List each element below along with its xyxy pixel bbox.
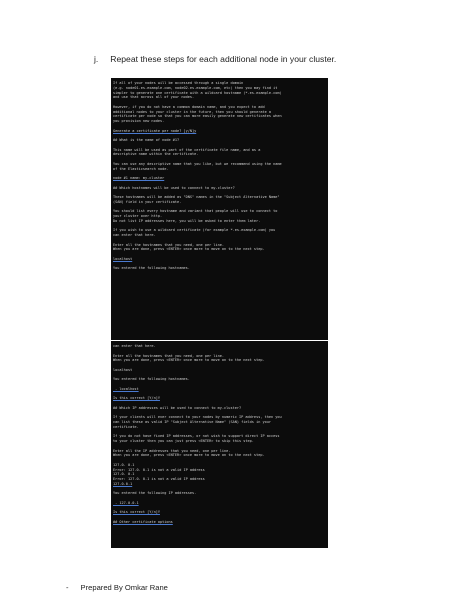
step-marker: j.	[94, 54, 99, 64]
footer	[66, 583, 168, 592]
terminal-line: certificate.	[113, 424, 139, 429]
terminal-line: 127.0. 0.1	[113, 472, 135, 477]
terminal-line: When you are done, press <ENTER> once more to move on to the next step.	[113, 247, 265, 252]
terminal-line: ## Which hostnames will be used to connect to my-cluster?	[113, 185, 235, 190]
terminal-line: Error: 127.0. 0.1 is not a valid IP address	[113, 477, 205, 481]
step-j	[94, 54, 336, 64]
terminal-line: localhost	[113, 256, 133, 261]
terminal-line: Generate a certificate per node? [y/N]y	[113, 128, 197, 133]
terminal-line: If you wish to use a wildcard certificate (for example *.es.example.com) you	[113, 228, 276, 233]
terminal-line: ## Which IP addresses will be used to connect to my-cluster?	[113, 405, 242, 410]
terminal-line: Enter all the hostnames that you need, one per line.	[113, 353, 225, 358]
terminal-line: ## Other certificate options	[113, 519, 173, 524]
terminal-line: You entered the following IP addresses.	[113, 491, 197, 496]
footer-bullet: -	[66, 583, 69, 592]
terminal-line: However, if you do not have a common domain name, and you expect to add	[113, 104, 265, 109]
terminal-line: localhost	[113, 367, 133, 372]
terminal-screenshot-1	[111, 78, 328, 340]
terminal-line: (e.g. node01.es.example.com, node02.es.example.com, etc) then you may find it	[113, 85, 278, 90]
terminal-line: node #1 name: my-cluster	[113, 176, 165, 180]
terminal-line: These hostnames will be added as "DNS" names in the "Subject Alternative Name"	[113, 195, 280, 199]
terminal-line: When you are done, press <ENTER> once more to move on to the next step.	[113, 358, 265, 363]
terminal-line: - 127.0.0.1	[113, 500, 139, 505]
terminal-line: - localhost	[113, 386, 139, 391]
terminal-line: descriptive name within the certificate.	[113, 152, 199, 157]
terminal-line: additional nodes to your cluster in the future, then you should generate a	[113, 109, 272, 114]
terminal-line: When you are done, press <ENTER> once more to move on to the next step.	[113, 453, 265, 458]
terminal-line: and use that across all of your nodes.	[113, 95, 195, 100]
terminal-line: can list these as valid IP "Subject Alternative Name" (SAN) fields in your	[113, 420, 272, 424]
terminal-line: (SAN) field in your certificate.	[113, 199, 182, 204]
terminal-line: 127.0. 0.1	[113, 462, 135, 467]
terminal-line: your cluster over http.	[113, 214, 163, 218]
terminal-line: of the Elasticsearch node.	[113, 166, 169, 171]
terminal-line: you provision new nodes.	[113, 119, 165, 123]
terminal-line: You can use any descriptive name that you like, but we recommend using the name	[113, 161, 282, 166]
terminal-line: Is this correct [Y/n]Y	[113, 510, 160, 515]
terminal-line: Enter all the IP addresses that you need, one per line.	[113, 448, 231, 453]
step-text: Repeat these steps for each additional node in your cluster.	[110, 54, 337, 64]
terminal-line: If all of your nodes will be accessed through a single domain	[113, 81, 244, 85]
terminal-line: can enter that here.	[113, 233, 156, 237]
terminal-line: You entered the following hostnames.	[113, 266, 190, 271]
terminal-line: Error: 127.0. 0.1 is not a valid IP address	[113, 467, 205, 472]
terminal-line: This name will be used as part of the certificate file name, and as a	[113, 147, 261, 152]
terminal-line: Is this correct [Y/n]Y	[113, 396, 160, 401]
terminal-line: ## What is the name of node #1?	[113, 138, 180, 142]
terminal-screenshot-2	[111, 341, 328, 548]
terminal-line: If your clients will ever connect to your nodes by numeric IP address, then you	[113, 415, 282, 420]
terminal-line: You should list every hostname and variant that people will use to connect to	[113, 209, 278, 214]
terminal-line: to your cluster then you can just press <ENTER> to skip this step.	[113, 439, 254, 443]
terminal-line: If you do not have fixed IP addresses, or not wish to support direct IP access	[113, 434, 280, 439]
terminal-line: certificate per node so that you can more easily generate new certificates when	[113, 114, 282, 119]
footer-author: Prepared By Omkar Rane	[80, 583, 168, 592]
terminal-line: can enter that here.	[113, 344, 156, 348]
terminal-line: You entered the following hostnames.	[113, 377, 190, 382]
terminal-line: simpler to generate one certificate with a wildcard hostname (*.es.example.com)	[113, 90, 282, 95]
terminal-line: Do not list IP addresses here, you will be asked to enter them later.	[113, 218, 261, 223]
terminal-line: Enter all the hostnames that you need, one per line.	[113, 242, 225, 247]
terminal-line: 127.0.0.1	[113, 481, 133, 486]
